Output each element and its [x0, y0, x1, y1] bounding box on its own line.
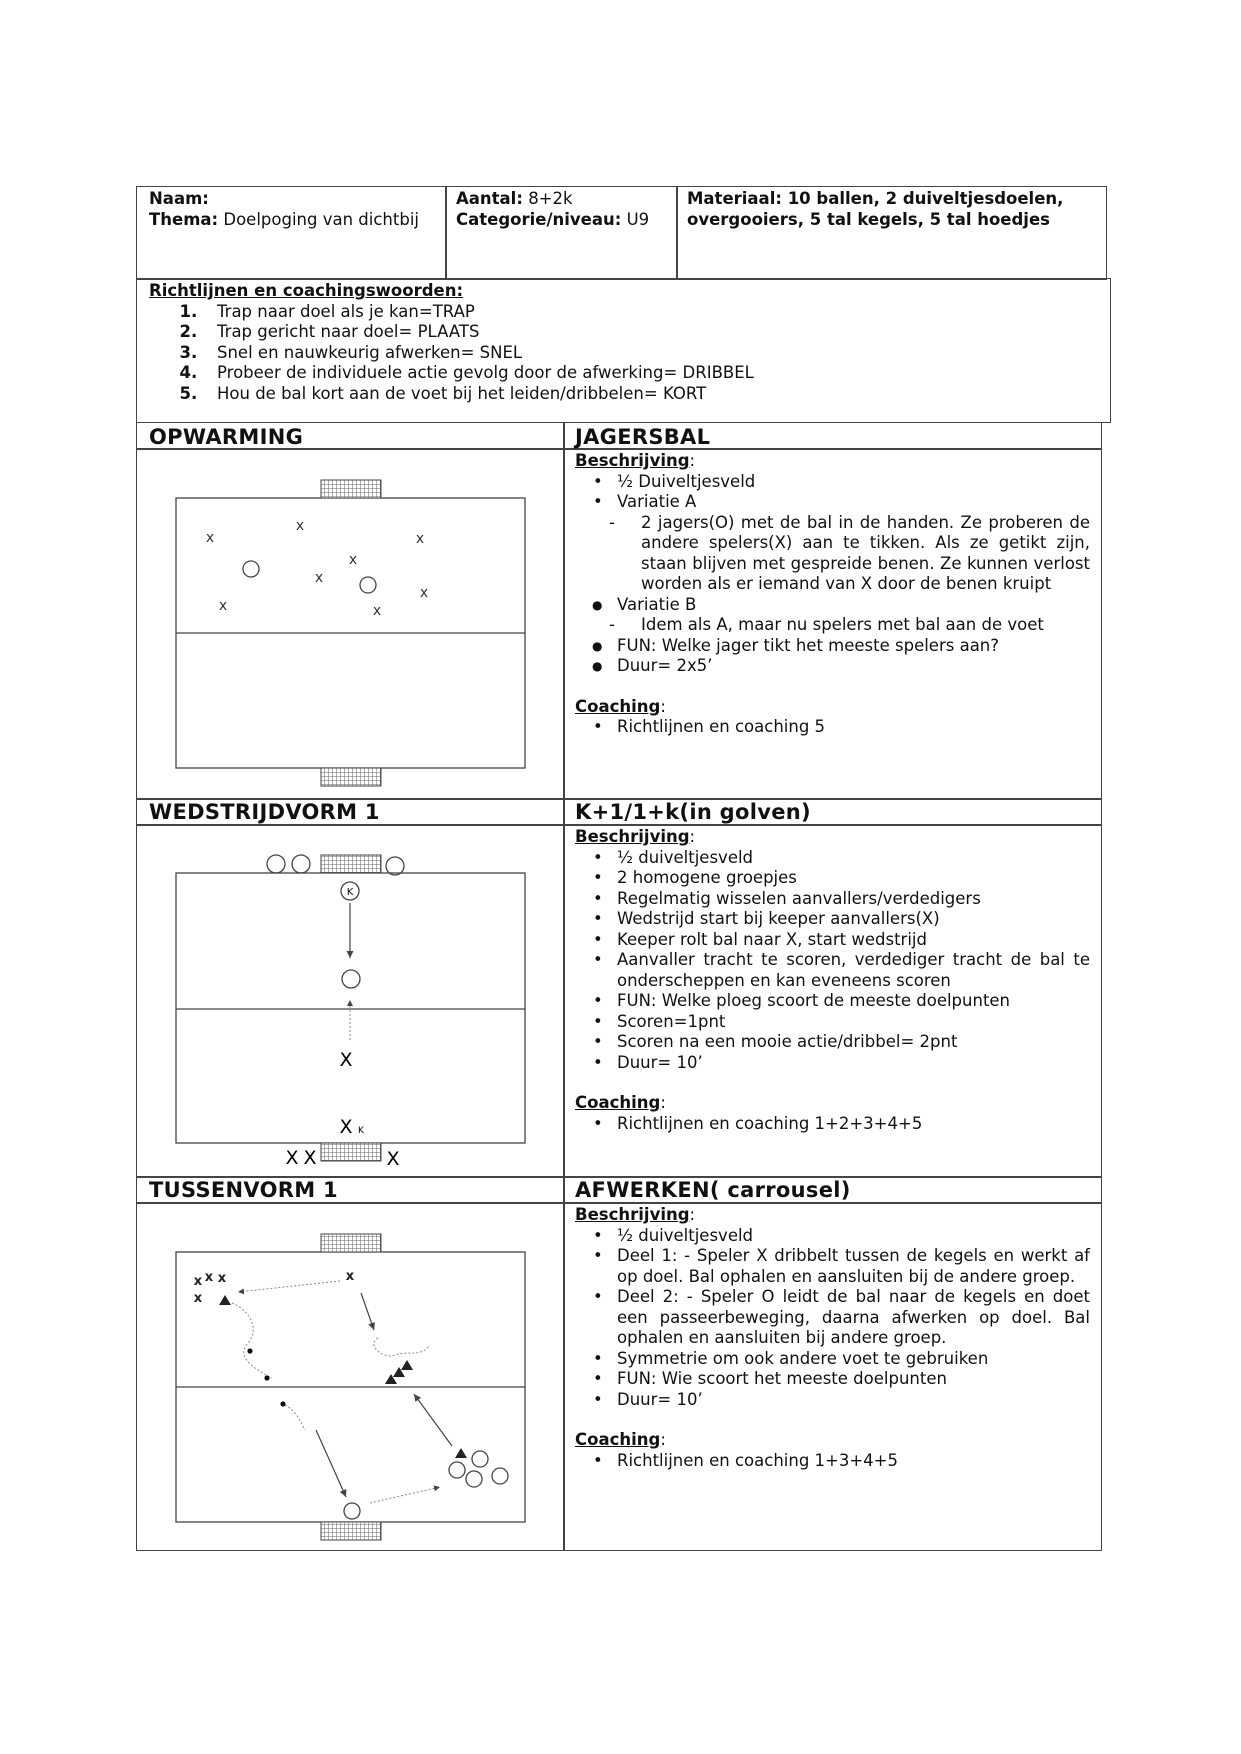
section1-left-title: OPWARMING	[149, 425, 304, 449]
coaching-item: • Richtlijnen en coaching 5	[617, 717, 1090, 738]
keeper-k-label: K	[346, 887, 354, 898]
player-x-icon: x	[345, 1269, 355, 1284]
player-x-icon: x	[218, 598, 228, 614]
list-item: ● FUN: Welke jager tikt het meeste spelers aan?	[617, 636, 1090, 657]
section3-description: Beschrijving: • ½ duiveltjesveld • Deel 1: - Speler X dribbelt tussen de kegels en werkt af op doel. Bal ophalen en aansluiten bij de andere groep. • Deel 2: - Speler O leidt de bal naar de kegels en doet een passeerbeweging, daarna afwerken op doel. Bal ophalen en aansluiten bij andere groep. • Symmetrie om ook andere voet te gebruiken • FUN: Wie scoort het meeste doelpunten • Duur= 10’ Coaching: • Richtlijnen en coaching 1+3+4+5	[575, 1205, 1090, 1471]
list-item: • Scoren na een mooie actie/dribbel= 2pnt	[617, 1032, 1090, 1053]
materiaal-line2: overgooiers, 5 tal kegels, 5 tal hoedjes	[687, 209, 1050, 229]
coaching-label: Coaching	[575, 696, 661, 716]
coaching-item: • Richtlijnen en coaching 1+2+3+4+5	[617, 1114, 1090, 1135]
player-x-icon: x	[204, 1270, 214, 1285]
naam-label: Naam:	[149, 189, 209, 208]
player-x-icon: x	[193, 1274, 203, 1289]
list-item: ● Duur= 2x5’	[617, 656, 1090, 677]
list-item: • Aanvaller tracht te scoren, verdediger tracht de bal te onderscheppen en kan eveneens scoren	[617, 950, 1090, 991]
guideline-item: 1. Trap naar doel als je kan=TRAP	[203, 302, 1099, 323]
attacker-x-icon: X	[285, 1147, 299, 1169]
aantal-value: 8+2k	[528, 189, 573, 208]
section2-left-title: WEDSTRIJDVORM 1	[149, 800, 380, 824]
thema-value: Doelpoging van dichtbij	[223, 209, 419, 229]
list-item: • Duur= 10’	[617, 1390, 1090, 1411]
list-item: • Deel 1: - Speler X dribbelt tussen de kegels en werkt af op doel. Bal ophalen en aansluiten bij de andere groep.	[617, 1246, 1090, 1287]
list-item: • FUN: Wie scoort het meeste doelpunten	[617, 1369, 1090, 1390]
guideline-item: 4. Probeer de individuele actie gevolg door de afwerking= DRIBBEL	[203, 363, 1099, 384]
list-item: • 2 homogene groepjes	[617, 868, 1090, 889]
section3-left-title: TUSSENVORM 1	[149, 1178, 338, 1202]
guideline-item: 5. Hou de bal kort aan de voet bij het leiden/dribbelen= KORT	[203, 384, 1099, 405]
coaching-label: Coaching	[575, 1430, 661, 1449]
guideline-item: 2. Trap gericht naar doel= PLAATS	[203, 322, 1099, 343]
attacker-x-icon: X	[386, 1148, 400, 1170]
guidelines	[149, 281, 1099, 404]
player-x-icon: x	[205, 530, 215, 546]
list-item: • ½ duiveltjesveld	[617, 1226, 1090, 1247]
list-item: • Symmetrie om ook andere voet te gebruiken	[617, 1349, 1090, 1370]
list-item: • ½ Duiveltjesveld	[617, 472, 1090, 493]
categorie-value: U9	[626, 209, 650, 229]
section1-description: Beschrijving: • ½ Duiveltjesveld • Variatie A - 2 jagers(O) met de bal in de handen. Ze proberen de andere spelers(X) aan te tikken. Als ze getikt zijn, staan blijven met gespreide benen. Ze kunnen verlost worden als er iemand van X door de benen kruipt ● Variatie B - Idem als A, maar nu spelers met bal aan de voet ● FUN: Welke jager tikt het meeste spelers aan? ● Duur= 2x5’ Coaching: • Richtlijnen en coaching 5	[575, 451, 1090, 738]
materiaal-line1: Materiaal: 10 ballen, 2 duiveltjesdoelen,	[687, 189, 1064, 208]
player-x-icon: x	[314, 570, 324, 586]
section2-description: Beschrijving: • ½ duiveltjesveld • 2 homogene groepjes • Regelmatig wisselen aanvallers/verdedigers • Wedstrijd start bij keeper aanvallers(X) • Keeper rolt bal naar X, start wedstrijd • Aanvaller tracht te scoren, verdediger tracht de bal te onderscheppen en kan eveneens scoren • FUN: Welke ploeg scoort de meeste doelpunten • Scoren=1pnt • Scoren na een mooie actie/dribbel= 2pnt • Duur= 10’ Coaching: • Richtlijnen en coaching 1+2+3+4+5	[575, 827, 1090, 1134]
header-materiaal	[687, 189, 1102, 230]
section2-list	[575, 848, 1090, 1074]
player-x-icon: x	[419, 585, 429, 601]
beschrijving-label: Beschrijving	[575, 827, 690, 846]
list-item: ● Variatie B - Idem als A, maar nu spelers met bal aan de voet	[617, 595, 1090, 636]
attacker-x-icon: X	[339, 1049, 353, 1071]
coaching-item: • Richtlijnen en coaching 1+3+4+5	[617, 1451, 1090, 1472]
player-x-icon: x	[193, 1291, 203, 1306]
section3-right-title: AFWERKEN( carrousel)	[575, 1178, 851, 1202]
thema-label: Thema:	[149, 209, 219, 229]
player-x-icon: x	[295, 518, 305, 534]
player-x-icon: x	[348, 552, 358, 568]
keeper-k-subscript: K	[358, 1126, 364, 1136]
player-x-icon: x	[415, 531, 425, 547]
list-item: • Regelmatig wisselen aanvallers/verdedigers	[617, 889, 1090, 910]
list-item: • Variatie A - 2 jagers(O) met de bal in de handen. Ze proberen de andere spelers(X) aan te tikken. Als ze getikt zijn, staan blijven met gespreide benen. Ze kunnen verlost worden als er iemand van X door de benen kruipt	[617, 492, 1090, 595]
beschrijving-label: Beschrijving	[575, 1205, 690, 1224]
guidelines-title: Richtlijnen en coachingswoorden:	[149, 281, 464, 300]
attacker-x-icon: X	[303, 1147, 317, 1169]
list-item: • ½ duiveltjesveld	[617, 848, 1090, 869]
header-naam-thema	[149, 189, 439, 230]
player-x-icon: x	[372, 603, 382, 619]
list-item: • Keeper rolt bal naar X, start wedstrijd	[617, 930, 1090, 951]
list-item: • Deel 2: - Speler O leidt de bal naar de kegels en doet een passeerbeweging, daarna afwerken op doel. Bal ophalen en aansluiten bij andere groep.	[617, 1287, 1090, 1349]
list-subitem: - Idem als A, maar nu spelers met bal aan de voet	[599, 615, 1090, 636]
list-item: • Duur= 10’	[617, 1053, 1090, 1074]
keeper-x-icon: X	[339, 1116, 353, 1138]
categorie-label: Categorie/niveau:	[456, 209, 622, 229]
aantal-label: Aantal:	[456, 189, 523, 208]
player-x-icon: x	[217, 1271, 227, 1286]
guideline-item: 3. Snel en nauwkeurig afwerken= SNEL	[203, 343, 1099, 364]
list-item: • Scoren=1pnt	[617, 1012, 1090, 1033]
list-item: • FUN: Welke ploeg scoort de meeste doelpunten	[617, 991, 1090, 1012]
section1-right-title: JAGERSBAL	[575, 425, 711, 449]
section2-right-title: K+1/1+k(in golven)	[575, 800, 811, 824]
guidelines-list	[149, 302, 1099, 405]
section3-list	[575, 1226, 1090, 1411]
section1-list	[575, 472, 1090, 677]
header-aantal-categorie	[456, 189, 674, 230]
coaching-label: Coaching	[575, 1093, 661, 1112]
list-item: • Wedstrijd start bij keeper aanvallers(X)	[617, 909, 1090, 930]
list-subitem: - 2 jagers(O) met de bal in de handen. Ze proberen de andere spelers(X) aan te tikken. Als ze getikt zijn, staan blijven met gespreide benen. Ze kunnen verlost worden als er iemand van X door de benen kruipt	[599, 513, 1090, 595]
beschrijving-label: Beschrijving	[575, 451, 690, 470]
